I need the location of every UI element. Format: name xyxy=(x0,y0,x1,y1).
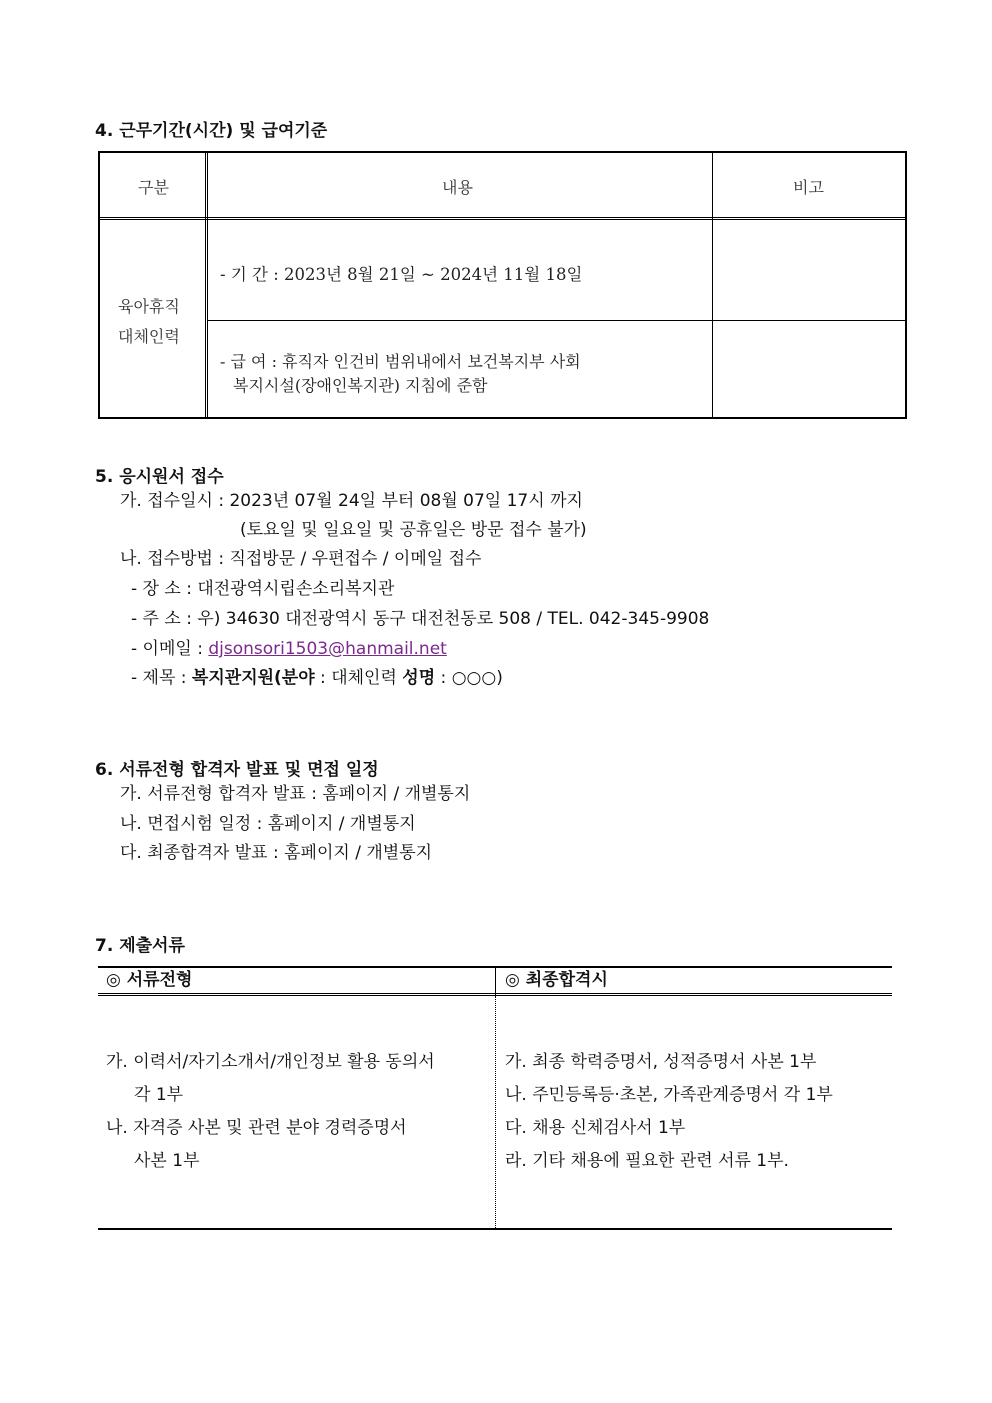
table-divider xyxy=(205,153,208,417)
documents-left-header: ◎ 서류전형 xyxy=(106,970,193,990)
section7-heading: 7. 제출서류 xyxy=(95,936,185,956)
email-label: - 이메일 : xyxy=(131,639,209,659)
section4-heading: 4. 근무기간(시간) 및 급여기준 xyxy=(95,121,328,141)
receipt-address: - 주 소 : 우) 34630 대전광역시 동구 대전천동로 508 / TEL. 042-345-9908 xyxy=(131,609,710,629)
documents-right-header: ◎ 최종합격시 xyxy=(505,970,608,990)
receipt-date: 가. 접수일시 : 2023년 07월 24일 부터 08월 07일 17시 까지 xyxy=(120,491,583,511)
receipt-email-line xyxy=(131,639,447,659)
period-row: - 기 간 : 2023년 8월 21일 ~ 2024년 11월 18일 xyxy=(220,265,583,284)
table-divider xyxy=(98,1228,892,1230)
work-period-table xyxy=(98,151,907,419)
receipt-date-note: (토요일 및 일요일 및 공휴일은 방문 접수 불가) xyxy=(240,520,587,540)
list-item: 나. 주민등록등·초본, 가족관계증명서 각 1부 xyxy=(505,1085,833,1105)
salary-row-line1: - 급 여 : 휴직자 인건비 범위내에서 보건복지부 사회 xyxy=(220,352,581,371)
category-line1: 육아휴직 xyxy=(118,297,180,316)
list-item: 사본 1부 xyxy=(134,1151,200,1171)
table-divider xyxy=(712,153,713,417)
email-link[interactable]: djsonsori1503@hanmail.net xyxy=(208,639,447,659)
subject-bold1: 복지관지원(분야 xyxy=(191,668,315,688)
subject-mid: : 대체인력 xyxy=(314,668,403,688)
list-item: 다. 채용 신체검사서 1부 xyxy=(505,1118,686,1138)
section6-heading: 6. 서류전형 합격자 발표 및 면접 일정 xyxy=(95,760,379,780)
subject-label: - 제목 : xyxy=(131,668,192,688)
list-item: 가. 이력서/자기소개서/개인정보 활용 동의서 xyxy=(106,1052,435,1072)
table-divider xyxy=(495,996,496,1228)
table-divider xyxy=(495,966,496,995)
header-category: 구분 xyxy=(138,178,169,197)
receipt-method: 나. 접수방법 : 직접방문 / 우편접수 / 이메일 접수 xyxy=(120,549,482,569)
list-item: 각 1부 xyxy=(134,1085,184,1105)
receipt-subject-line xyxy=(131,668,503,688)
header-note: 비고 xyxy=(793,178,824,197)
list-item: 나. 면접시험 일정 : 홈페이지 / 개별통지 xyxy=(120,814,416,834)
list-item: 가. 최종 학력증명서, 성적증명서 사본 1부 xyxy=(505,1052,817,1072)
category-line2: 대체인력 xyxy=(118,327,180,346)
subject-end: : ○○○) xyxy=(435,668,503,688)
list-item: 다. 최종합격자 발표 : 홈페이지 / 개별통지 xyxy=(120,843,433,863)
salary-row-line2: 복지시설(장애인복지관) 지침에 준함 xyxy=(233,376,488,395)
receipt-place: - 장 소 : 대전광역시립손소리복지관 xyxy=(131,579,395,599)
list-item: 가. 서류전형 합격자 발표 : 홈페이지 / 개별통지 xyxy=(120,784,471,804)
subject-bold2: 성명 xyxy=(402,668,436,688)
table-divider xyxy=(100,217,905,220)
list-item: 나. 자격증 사본 및 관련 분야 경력증명서 xyxy=(106,1118,407,1138)
table-divider xyxy=(208,320,905,321)
header-content: 내용 xyxy=(442,178,473,197)
section5-heading: 5. 응시원서 접수 xyxy=(95,467,224,487)
list-item: 라. 기타 채용에 필요한 관련 서류 1부. xyxy=(505,1151,789,1171)
